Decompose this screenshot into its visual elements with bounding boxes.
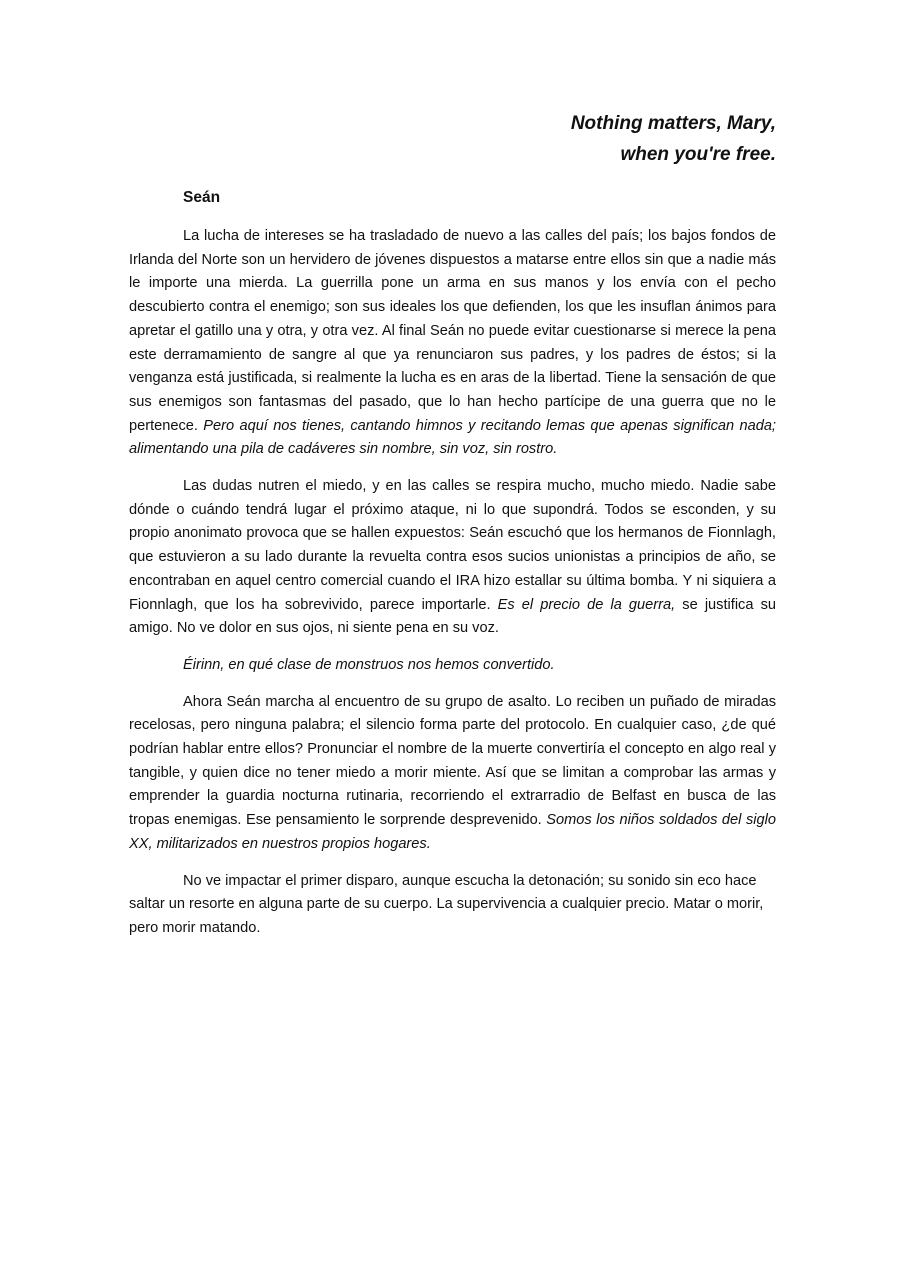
paragraph-2-italic: Es el precio de la guerra, bbox=[497, 596, 676, 613]
paragraph-5 bbox=[129, 870, 776, 941]
epigraph bbox=[571, 108, 776, 170]
paragraph-4 bbox=[129, 691, 776, 857]
paragraph-3-italic: Éirinn, en qué clase de monstruos nos hemos convertido. bbox=[183, 656, 555, 673]
paragraph-4-text: Ahora Seán marcha al encuentro de su grupo de asalto. Lo reciben un puñado de miradas recelosas, pero ninguna palabra; el silencio forma parte del protocolo. En cualquier caso, ¿de qué podrían hablar entre ellos? Pronunciar el nombre de la muerte convertiría el concepto en algo real y tangible, y quien dice no tener miedo a morir miente. Así que se limitan a comprobar las armas y emprender la guardia nocturna rutinaria, recorriendo el extrarradio de Belfast en busca de las tropas enemigas. Ese pensamiento le sorprende desprevenido. bbox=[129, 693, 776, 829]
paragraph-1-italic: Pero aquí nos tienes, cantando himnos y recitando lemas que apenas significan nada; alimentando una pila de cadáveres sin nombre, sin voz, sin rostro. bbox=[129, 417, 776, 458]
paragraph-2-tail: se justifica su amigo. No ve dolor en sus ojos, ni siente pena en su voz. bbox=[129, 596, 777, 637]
epigraph-line-2: when you're free. bbox=[620, 144, 776, 165]
section-title: Seán bbox=[183, 189, 221, 206]
paragraph-3 bbox=[129, 654, 776, 678]
epigraph-line-1: Nothing matters, Mary, bbox=[570, 113, 776, 134]
paragraph-1-text: La lucha de intereses se ha trasladado de nuevo a las calles del país; los bajos fondos de Irlanda del Norte son un hervidero de jóvenes dispuestos a matarse entre ellos sin que a nadie más le importe una mierda. La guerrilla pone un arma en sus manos y los envía con el pecho descubierto contra el enemigo; son sus ideales los que defienden, los que les insuflan ánimos para apretar el gatillo una y otra, y otra vez. Al final Seán no puede evitar cuestionarse si merece la pena este derramamiento de sangre al que ya renunciaron sus padres, y los padres de éstos; si la venganza está justificada, si realmente la lucha es en aras de la libertad. Tiene la sensación de que sus enemigos son fantasmas del pasado, que lo han hecho partícipe de una guerra que no le pertenece. bbox=[129, 228, 776, 434]
body-text bbox=[129, 225, 776, 954]
paragraph-4-italic: Somos los niños soldados del siglo XX, militarizados en nuestros propios hogares. bbox=[129, 812, 776, 852]
paragraph-2 bbox=[129, 475, 776, 641]
paragraph-1 bbox=[129, 225, 776, 462]
paragraph-5-text: No ve impactar el primer disparo, aunque escucha la detonación; su sonido sin eco hace saltar un resorte en alguna parte de su cuerpo. La supervivencia a cualquier precio. Matar o morir, pero morir matando. bbox=[129, 872, 764, 936]
paragraph-2-text: Las dudas nutren el miedo, y en las calles se respira mucho, mucho miedo. Nadie sabe dónde o cuándo tendrá lugar el próximo ataque, ni lo que supondrá. Todos se esconden, y su propio anonimato provoca que se hallen expuestos: Seán escuchó que los hermanos de Fionnlagh, que estuvieron a su lado durante la revuelta contra esos sucios unionistas a principios de año, se encontraban en aquel centro comercial cuando el IRA hizo estallar su última bomba. Y ni siquiera a Fionnlagh, que los ha sobrevivido, parece importarle. bbox=[129, 478, 776, 613]
